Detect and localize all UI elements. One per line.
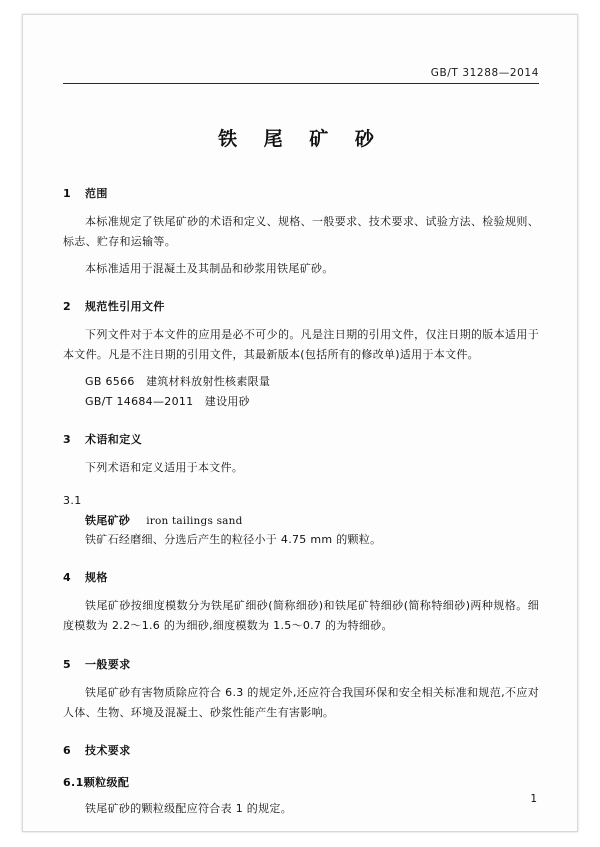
section-2-paragraph-1: 下列文件对于本文件的应用是必不可少的。凡是注日期的引用文件，仅注日期的版本适用于本文件。凡是不注日期的引用文件，其最新版本(包括所有的修改单)适用于本文件。 <box>63 328 539 362</box>
page-content <box>63 55 539 826</box>
section-title-1: 范围 <box>85 187 108 200</box>
section-title-3: 术语和定义 <box>85 433 142 447</box>
section-title-6: 技术要求 <box>85 744 131 758</box>
term-definition: 铁矿石经磨细、分选后产生的粒径小于 4.75 mm 的颗粒。 <box>85 532 382 546</box>
section-heading-5 <box>63 656 539 672</box>
subsection-6-1-paragraph-1: 铁尾矿砂的颗粒级配应符合表 1 的规定。 <box>85 802 292 816</box>
page-number: 1 <box>530 793 537 805</box>
term-number: 3.1 <box>63 493 82 507</box>
section-heading-6 <box>63 742 539 758</box>
section-heading-3 <box>63 431 539 447</box>
subsection-heading-6-1 <box>63 774 539 790</box>
section-number-3: 3 <box>63 433 72 447</box>
section-heading-4 <box>63 569 539 585</box>
section-title-5: 一般要求 <box>85 657 131 671</box>
standard-number: GB/T 31288—2014 <box>430 67 539 79</box>
section-heading-2 <box>63 298 539 314</box>
section-number-1: 1 <box>63 187 72 200</box>
section-heading-1 <box>63 185 539 201</box>
reference-item-2: GB/T 14684—2011 建设用砂 <box>85 395 250 409</box>
section-number-6: 6 <box>63 744 72 758</box>
subsection-title-6-1: 颗粒级配 <box>83 776 130 790</box>
section-title-4: 规格 <box>85 571 108 585</box>
header-divider <box>63 83 539 84</box>
term-name-en: iron tailings sand <box>146 514 243 527</box>
section-1-paragraph-2: 本标准适用于混凝土及其制品和砂浆用铁尾矿砂。 <box>85 261 334 275</box>
section-4-paragraph-1: 铁尾矿砂按细度模数分为铁尾矿细砂(简称细砂)和铁尾矿特细砂(简称特细砂)两种规格。细度模数为 2.2～1.6 的为细砂,细度模数为 1.5～0.7 的为特细砂。 <box>63 599 539 633</box>
section-number-4: 4 <box>63 571 72 585</box>
section-number-5: 5 <box>63 657 72 671</box>
section-number-2: 2 <box>63 300 72 314</box>
section-3-paragraph-1: 下列术语和定义适用于本文件。 <box>85 461 244 475</box>
term-name-cn: 铁尾矿砂 <box>85 513 131 527</box>
page-sheet <box>22 14 578 832</box>
term-name <box>63 512 539 528</box>
reference-item-1: GB 6566 建筑材料放射性核素限量 <box>85 374 271 388</box>
subsection-number-6-1: 6.1 <box>63 776 84 790</box>
section-title-2: 规范性引用文件 <box>85 300 165 314</box>
section-5-paragraph-1: 铁尾矿砂有害物质除应符合 6.3 的规定外,还应符合我国环保和安全相关标准和规范,不应对人体、生物、环境及混凝土、砂浆性能产生有害影响。 <box>63 685 539 720</box>
page-header <box>63 55 539 79</box>
page-title: 铁 尾 矿 砂 <box>218 128 384 150</box>
section-1-paragraph-1: 本标准规定了铁尾矿砂的术语和定义、规格、一般要求、技术要求、试验方法、检验规则、标志、贮存和运输等。 <box>63 215 539 249</box>
